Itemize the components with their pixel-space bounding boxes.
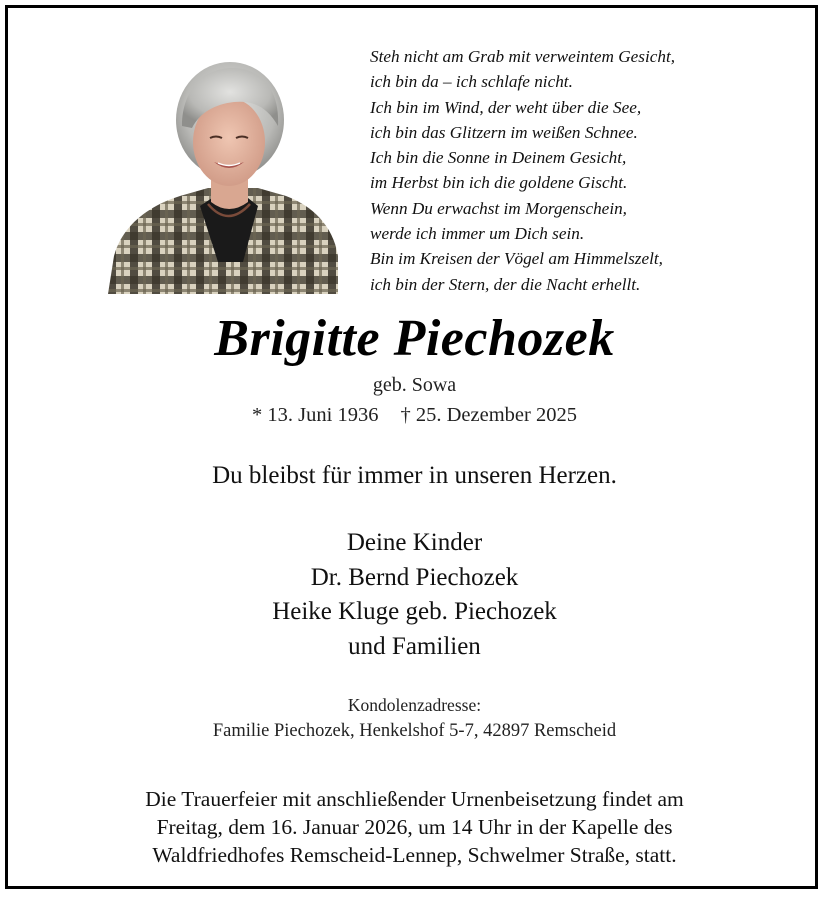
mourner-line: und Familien	[348, 632, 481, 660]
poem-line: werde ich immer um Dich sein.	[370, 224, 585, 244]
condolence-address: Familie Piechozek, Henkelshof 5-7, 42897 Remscheid	[212, 721, 617, 741]
maiden-name: geb. Sowa	[372, 374, 457, 396]
condolence-label: Kondolenzadresse:	[347, 695, 482, 715]
birth-date: * 13. Juni 1936	[252, 404, 379, 426]
poem-line: ich bin das Glitzern im weißen Schnee.	[370, 122, 638, 142]
service-info	[0, 785, 829, 869]
mourners	[0, 526, 829, 664]
portrait-photo	[108, 56, 338, 294]
poem-line: Ich bin im Wind, der weht über die See,	[370, 97, 642, 117]
poem-line: im Herbst bin ich die goldene Gischt.	[370, 173, 628, 193]
mourner-line: Dr. Bernd Piechozek	[310, 563, 519, 591]
poem-line: Wenn Du erwachst im Morgenschein,	[370, 198, 627, 218]
service-line: Waldfriedhofes Remscheid-Lennep, Schwelmer Straße, statt.	[152, 843, 677, 867]
deceased-name: Brigitte Piechozek	[214, 310, 615, 367]
poem-line: Steh nicht am Grab mit verweintem Gesicht,	[370, 47, 676, 66]
poem-line: ich bin da – ich schlafe nicht.	[370, 72, 573, 92]
service-line: Die Trauerfeier mit anschließender Urnenbeisetzung findet am	[145, 787, 684, 811]
obituary-frame	[5, 5, 818, 889]
poem-line: Ich bin die Sonne in Deinem Gesicht,	[370, 148, 627, 168]
poem	[370, 44, 790, 297]
motto: Du bleibst für immer in unseren Herzen.	[212, 462, 617, 489]
life-dates	[0, 402, 829, 428]
poem-line: Bin im Kreisen der Vögel am Himmelszelt,	[370, 249, 663, 269]
mourner-line: Heike Kluge geb. Piechozek	[272, 598, 557, 625]
death-date: † 25. Dezember 2025	[400, 404, 577, 426]
poem-line: ich bin der Stern, der die Nacht erhellt.	[370, 274, 641, 294]
portrait-photo-icon	[108, 56, 338, 294]
service-line: Freitag, dem 16. Januar 2026, um 14 Uhr in der Kapelle des	[156, 815, 673, 839]
mourner-line: Deine Kinder	[346, 529, 483, 556]
